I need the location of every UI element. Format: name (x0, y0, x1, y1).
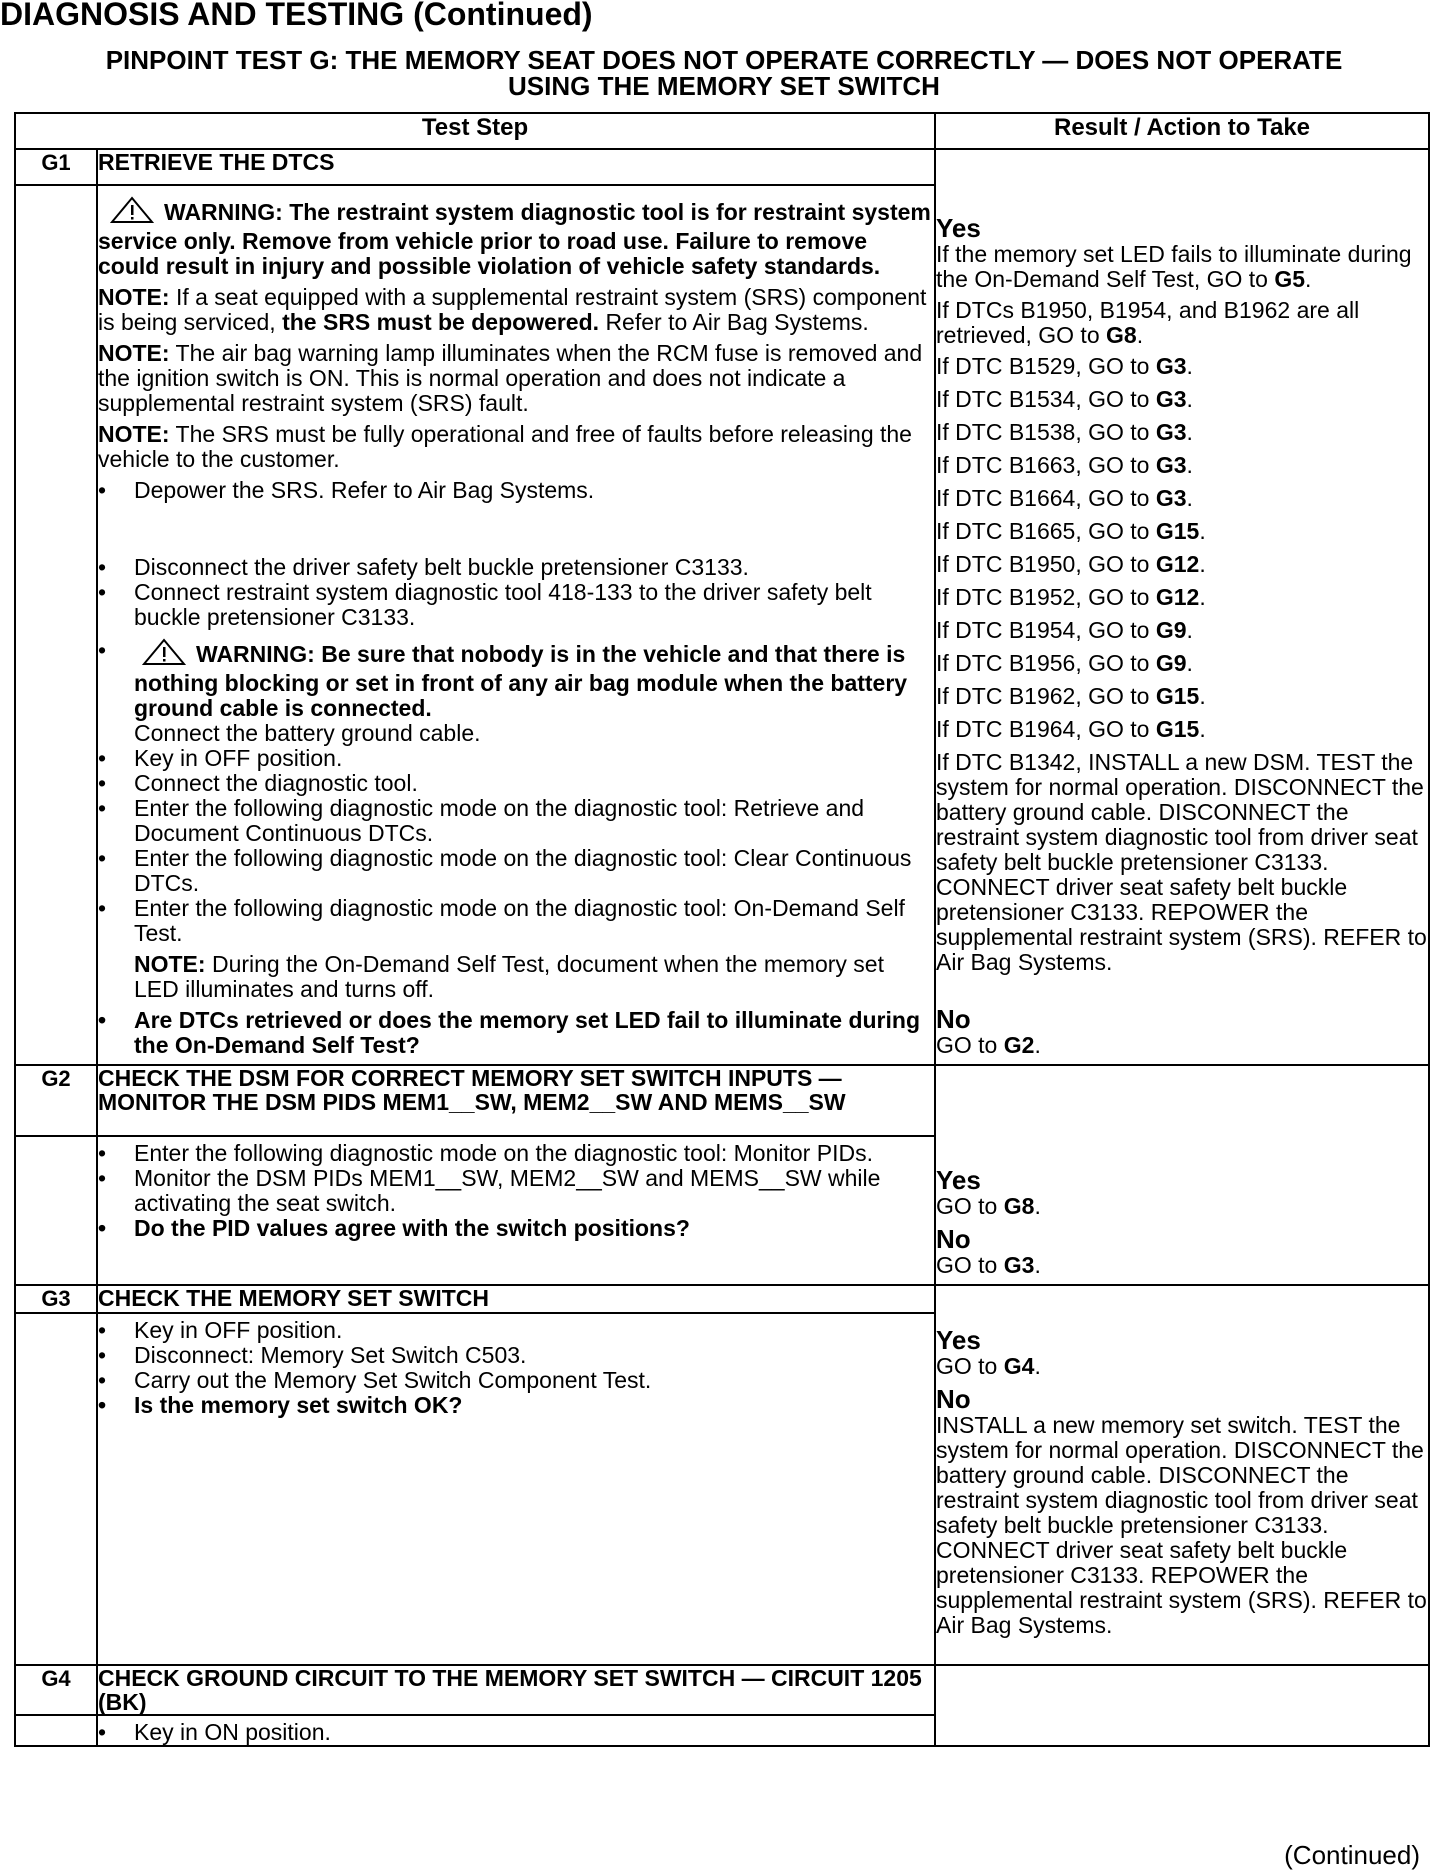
test-title-line2: USING THE MEMORY SET SWITCH (508, 71, 940, 101)
g2-question: • Do the PID values agree with the switch positions? (98, 1216, 934, 1241)
g1-bullet-connect-tool: • Connect restraint system diagnostic tool 418-133 to the driver safety belt buckle pretensioner C3133. (98, 580, 934, 630)
g1-bullet-list-1 (98, 478, 934, 503)
g1-note-2: NOTE: The air bag warning lamp illuminates when the RCM fuse is removed and the ignition switch is ON. This is normal operation and does not indicate a supplemental restraint system (SRS) fault. (98, 340, 923, 416)
g4-bullet-list (98, 1720, 934, 1745)
g1-warning-2: • WARNING: Be sure that nobody is in the vehicle and that there is nothing blocking or set in front of any air bag module when the battery ground cable is connected. (134, 638, 934, 721)
g3-bullet-3: • Carry out the Memory Set Switch Component Test. (98, 1368, 934, 1393)
g1-no-label: No (936, 1004, 971, 1034)
g1-note-1: NOTE: If a seat equipped with a supplemental restraint system (SRS) component is being serviced, the SRS must be depowered. Refer to Air Bag Systems. (98, 284, 927, 335)
test-title-line1: PINPOINT TEST G: THE MEMORY SEAT DOES NOT OPERATE CORRECTLY — DOES NOT OPERATE (105, 45, 1343, 75)
g3-no-label: No (936, 1384, 971, 1414)
header-test-step: Test Step (15, 113, 935, 149)
g3-bullet-2: • Disconnect: Memory Set Switch C503. (98, 1343, 934, 1368)
pinpoint-test-title (14, 47, 1434, 99)
dtc-item: If DTC B1962, GO to G15. (936, 683, 1206, 709)
g3-yes-label: Yes (936, 1325, 981, 1355)
g1-bullet-key-off: • Key in OFF position. (98, 746, 934, 771)
g2-bullet-list (98, 1141, 934, 1241)
dtc-item: If DTC B1956, GO to G9. (936, 650, 1193, 676)
warning-triangle-icon (142, 638, 186, 671)
g1-note-3: NOTE: The SRS must be fully operational and free of faults before releasing the vehicle to the customer. (98, 421, 912, 472)
step-g4-header-row (15, 1665, 1429, 1715)
dtc-item: If DTC B1950, GO to G12. (936, 551, 1206, 577)
dtc-item: If DTC B1964, GO to G15. (936, 716, 1206, 742)
step-g1-spacer (15, 185, 97, 1065)
step-title-g1: RETRIEVE THE DTCS (97, 149, 935, 185)
g1-bullet-selftest: • Enter the following diagnostic mode on the diagnostic tool: On-Demand Self Test. (98, 896, 934, 946)
g2-yes-label: Yes (936, 1165, 981, 1195)
dtc-item: If DTC B1538, GO to G3. (936, 419, 1193, 445)
g2-no-action: GO to G3. (936, 1252, 1041, 1278)
result-g1 (935, 149, 1429, 1065)
step-id-g1: G1 (15, 149, 97, 185)
step-id-g2: G2 (15, 1065, 97, 1136)
dtc-item: If DTC B1664, GO to G3. (936, 485, 1193, 511)
g1-no-action: GO to G2. (936, 1032, 1041, 1058)
step-title-g3: CHECK THE MEMORY SET SWITCH (97, 1285, 935, 1313)
g1-bullet-depower: • Depower the SRS. Refer to Air Bag Systems. (98, 478, 934, 503)
dtc-item: If DTC B1952, GO to G12. (936, 584, 1206, 610)
step-id-g4: G4 (15, 1665, 97, 1715)
g3-bullet-1: • Key in OFF position. (98, 1318, 934, 1343)
step-g2-header-row (15, 1065, 1429, 1136)
g1-bullet-disconnect: • Disconnect the driver safety belt buckle pretensioner C3133. (98, 555, 934, 580)
step-id-g3: G3 (15, 1285, 97, 1313)
g2-yes-action: GO to G8. (936, 1193, 1041, 1219)
step-body-g2 (97, 1136, 935, 1286)
pinpoint-test-table (14, 112, 1430, 1747)
g1-b1342-action: If DTC B1342, INSTALL a new DSM. TEST the system for normal operation. DISCONNECT the battery ground cable. DISCONNECT the restraint system diagnostic tool from driver seat safety belt buckle pretensioner C3133. CONNECT driver seat safety belt buckle pretensioner C3133. REPOWER the supplemental restraint system (SRS). REFER to Air Bag Systems. (936, 749, 1427, 975)
g2-no-label: No (936, 1224, 971, 1254)
header-result-action: Result / Action to Take (935, 113, 1429, 149)
step-g3-header-row (15, 1285, 1429, 1313)
result-g4 (935, 1665, 1429, 1746)
g1-bullet-list-2 (98, 555, 934, 721)
step-body-g3 (97, 1313, 935, 1665)
dtc-item: If DTC B1529, GO to G3. (936, 353, 1193, 379)
g1-question: • Are DTCs retrieved or does the memory set LED fail to illuminate during the On-Demand Self Test? (98, 1008, 934, 1058)
step-g4-spacer (15, 1715, 97, 1746)
g1-warning-1: WARNING: The restraint system diagnostic tool is for restraint system service only. Remove from vehicle prior to road use. Failure to remove could result in injury and possible violation of vehicle safety standards. (98, 196, 934, 279)
table-header-row (15, 113, 1429, 149)
dtc-item: If DTC B1663, GO to G3. (936, 452, 1193, 478)
g2-bullet-1: • Enter the following diagnostic mode on the diagnostic tool: Monitor PIDs. (98, 1141, 934, 1166)
continued-label: (Continued) (1284, 1840, 1420, 1870)
g3-yes-action: GO to G4. (936, 1353, 1041, 1379)
dtc-item: If DTC B1954, GO to G9. (936, 617, 1193, 643)
g1-bullet-retrieve: • Enter the following diagnostic mode on the diagnostic tool: Retrieve and Document Continuous DTCs. (98, 796, 934, 846)
section-title: DIAGNOSIS AND TESTING (Continued) (0, 0, 593, 32)
g3-question: • Is the memory set switch OK? (98, 1393, 934, 1418)
g1-bullet-clear: • Enter the following diagnostic mode on the diagnostic tool: Clear Continuous DTCs. (98, 846, 934, 896)
g1-yes-all: If DTCs B1950, B1954, and B1962 are all retrieved, GO to G8. (936, 297, 1360, 348)
g2-bullet-2: • Monitor the DSM PIDs MEM1__SW, MEM2__SW and MEMS__SW while activating the seat switch. (98, 1166, 934, 1216)
g1-yes-label: Yes (936, 213, 981, 243)
g1-connect-ground: Connect the battery ground cable. (134, 720, 481, 746)
g1-note-4: NOTE: During the On-Demand Self Test, document when the memory set LED illuminates and turns off. (134, 951, 884, 1002)
g1-bullet-connect-diag: • Connect the diagnostic tool. (98, 771, 934, 796)
result-g2 (935, 1065, 1429, 1285)
result-g3 (935, 1285, 1429, 1665)
g1-question-list (98, 1008, 934, 1058)
g1-bullet-list-3 (98, 746, 934, 946)
g3-no-action: INSTALL a new memory set switch. TEST the system for normal operation. DISCONNECT the battery ground cable. DISCONNECT the restraint system diagnostic tool from driver seat safety belt buckle pretensioner C3133. CONNECT driver seat safety belt buckle pretensioner C3133. REPOWER the supplemental restraint system (SRS). REFER to Air Bag Systems. (936, 1412, 1427, 1638)
g3-bullet-list (98, 1318, 934, 1418)
step-g1-header-row (15, 149, 1429, 185)
step-g2-spacer (15, 1136, 97, 1286)
dtc-item: If DTC B1665, GO to G15. (936, 518, 1206, 544)
step-title-g4: CHECK GROUND CIRCUIT TO THE MEMORY SET SWITCH — CIRCUIT 1205 (BK) (97, 1665, 935, 1715)
g4-bullet-1: • Key in ON position. (98, 1720, 934, 1745)
step-title-g2: CHECK THE DSM FOR CORRECT MEMORY SET SWITCH INPUTS — MONITOR THE DSM PIDS MEM1__SW, MEM2__SW AND MEMS__SW (97, 1065, 935, 1136)
step-g3-spacer (15, 1313, 97, 1665)
g1-yes-led: If the memory set LED fails to illuminate during the On-Demand Self Test, GO to G5. (936, 241, 1412, 292)
step-body-g4 (97, 1715, 935, 1746)
g1-bullet-warning-2 (98, 638, 934, 721)
g1-dtc-list (936, 354, 1428, 742)
warning-triangle-icon (110, 196, 154, 229)
step-body-g1 (97, 185, 935, 1065)
dtc-item: If DTC B1534, GO to G3. (936, 386, 1193, 412)
